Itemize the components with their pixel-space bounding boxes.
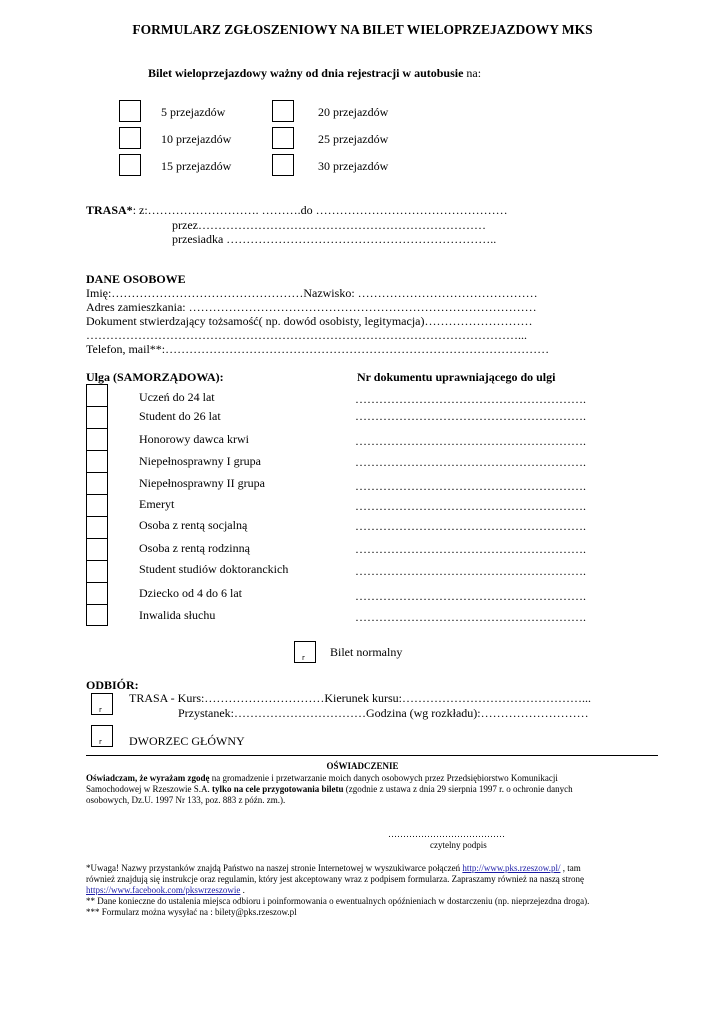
id-document-field[interactable]: Dokument stwierdzający tożsamość( np. dowód osobisty, legitymacja)……………………… xyxy=(86,314,533,328)
rides-10-checkbox[interactable] xyxy=(119,127,141,149)
discount-doc-field[interactable]: …………………………………………………. xyxy=(355,434,586,448)
route-transfer[interactable]: przesiadka ………………………………………………………….. xyxy=(172,232,497,246)
discount-doc-field[interactable]: …………………………………………………. xyxy=(355,409,586,423)
normal-ticket-checkbox[interactable] xyxy=(294,641,316,663)
discount-checkbox[interactable] xyxy=(86,538,108,560)
pickup-heading: ODBIÓR: xyxy=(86,678,139,692)
validity-bold: Bilet wieloprzejazdowy ważny od dnia rejestracji w autobusie xyxy=(148,66,464,80)
rides-30-label: 30 przejazdów xyxy=(318,159,389,173)
route-line-from-to[interactable] xyxy=(86,203,508,217)
discount-doc-field[interactable]: …………………………………………………. xyxy=(355,455,586,469)
checkbox-mark-icon: r xyxy=(99,738,102,746)
validity-rest: na: xyxy=(463,66,482,80)
rides-5-label: 5 przejazdów xyxy=(161,105,226,119)
discount-doc-field[interactable]: …………………………………………………. xyxy=(355,542,586,556)
discount-label: Osoba z rentą socjalną xyxy=(139,518,248,532)
declaration-line-1 xyxy=(86,773,558,784)
validity-line xyxy=(148,66,481,80)
rides-10-label: 10 przejazdów xyxy=(161,132,232,146)
main-station-label: DWORZEC GŁÓWNY xyxy=(129,734,245,748)
discount-label: Dziecko od 4 do 6 lat xyxy=(139,586,242,600)
rides-15-label: 15 przejazdów xyxy=(161,159,232,173)
declaration-consent-bold: Oświadczam, że wyrażam zgodę xyxy=(86,773,210,783)
pks-website-link[interactable]: http://www.pks.rzeszow.pl/ xyxy=(462,863,561,873)
checkbox-mark-icon: r xyxy=(302,654,305,662)
discount-heading: Ulga (SAMORZĄDOWA): xyxy=(86,370,224,384)
personal-heading: DANE OSOBOWE xyxy=(86,272,186,286)
discount-label: Osoba z rentą rodzinną xyxy=(139,541,250,555)
rides-25-label: 25 przejazdów xyxy=(318,132,389,146)
discount-doc-heading: Nr dokumentu uprawniającego do ulgi xyxy=(357,370,556,384)
discount-label: Uczeń do 24 lat xyxy=(139,390,215,404)
discount-label: Niepełnosprawny I grupa xyxy=(139,454,261,468)
address-field[interactable]: Adres zamieszkania: …………………………………………………………………………… xyxy=(86,300,537,314)
discount-doc-field[interactable]: …………………………………………………. xyxy=(355,479,586,493)
pickup-route-checkbox[interactable] xyxy=(91,693,113,715)
facebook-link[interactable]: https://www.facebook.com/pkswrzeszowie xyxy=(86,885,241,895)
normal-ticket-label: Bilet normalny xyxy=(330,645,403,659)
route-label: TRASA* xyxy=(86,203,133,217)
note-3: *** Formularz można wysyłać na : bilety@pks.rzeszow.pl xyxy=(86,907,297,917)
declaration-line-2 xyxy=(86,784,573,795)
discount-doc-field[interactable]: …………………………………………………. xyxy=(355,610,586,624)
pickup-course-field[interactable]: TRASA - Kurs:…………………………Kierunek kursu:………………………………………... xyxy=(129,691,591,705)
discount-checkbox[interactable] xyxy=(86,428,108,450)
declaration-purpose-bold: tylko na cele przygotowania biletu xyxy=(211,784,344,794)
discount-checkbox[interactable] xyxy=(86,406,108,428)
rides-25-checkbox[interactable] xyxy=(272,127,294,149)
rides-20-label: 20 przejazdów xyxy=(318,105,389,119)
signature-field[interactable]: ………………………………… xyxy=(388,829,505,839)
note-text: *Uwaga! Nazwy przystanków znajdą Państwo na naszej stronie Internetowej w wyszukiwarce połączeń xyxy=(86,863,463,873)
rides-30-checkbox[interactable] xyxy=(272,154,294,176)
signature-label: czytelny podpis xyxy=(430,840,487,850)
route-from-to: : z:………………………. ……….do ………………………………………… xyxy=(132,203,508,217)
discount-doc-field[interactable]: …………………………………………………. xyxy=(355,589,586,603)
discount-checkbox[interactable] xyxy=(86,604,108,626)
declaration-text: (zgodnie z ustawa z dnia 29 sierpnia 1997 r. o ochronie danych xyxy=(343,784,573,794)
note-text: . xyxy=(240,885,245,895)
rides-20-checkbox[interactable] xyxy=(272,100,294,122)
form-title: FORMULARZ ZGŁOSZENIOWY NA BILET WIELOPRZEJAZDOWY MKS xyxy=(132,22,593,37)
discount-label: Inwalida słuchu xyxy=(139,608,216,622)
discount-checkbox[interactable] xyxy=(86,450,108,472)
id-document-field-continued[interactable]: ………………………………………………………………………………………………... xyxy=(86,328,527,342)
discount-label: Honorowy dawca krwi xyxy=(139,432,249,446)
phone-mail-field[interactable]: Telefon, mail**:…………………………………………………………………………………… xyxy=(86,342,550,356)
discount-checkbox[interactable] xyxy=(86,516,108,538)
declaration-text: Samochodowej w Rzeszowie S.A. xyxy=(86,784,212,794)
declaration-line-3: osobowych, Dz.U. 1997 Nr 133, poz. 883 z późn. zm.). xyxy=(86,795,286,805)
discount-doc-field[interactable]: …………………………………………………. xyxy=(355,392,586,406)
pickup-stop-field[interactable]: Przystanek:……………………………Godzina (wg rozkładu):……………………… xyxy=(178,706,589,720)
section-divider xyxy=(86,755,658,756)
discount-label: Student do 26 lat xyxy=(139,409,221,423)
note-1-link-line xyxy=(86,885,245,896)
discount-checkbox[interactable] xyxy=(86,494,108,516)
note-text: , tam xyxy=(560,863,581,873)
discount-checkbox[interactable] xyxy=(86,560,108,582)
discount-checkbox[interactable] xyxy=(86,582,108,604)
rides-5-checkbox[interactable] xyxy=(119,100,141,122)
rides-15-checkbox[interactable] xyxy=(119,154,141,176)
name-surname-field[interactable]: Imię:…………………………………………Nazwisko: ……………………………………… xyxy=(86,286,538,300)
discount-doc-field[interactable]: …………………………………………………. xyxy=(355,519,586,533)
discount-label: Student studiów doktoranckich xyxy=(139,562,289,576)
discount-doc-field[interactable]: …………………………………………………. xyxy=(355,564,586,578)
discount-label: Niepełnosprawny II grupa xyxy=(139,476,265,490)
discount-doc-field[interactable]: …………………………………………………. xyxy=(355,499,586,513)
route-via[interactable]: przez……………………………………………………………… xyxy=(172,218,486,232)
main-station-checkbox[interactable] xyxy=(91,725,113,747)
discount-checkbox[interactable] xyxy=(86,472,108,494)
note-1 xyxy=(86,863,581,874)
discount-checkbox[interactable] xyxy=(86,384,108,406)
note-1-continued: również znajdują się instrukcje oraz regulamin, który jest akceptowany wraz z podpisem formularza. Zapraszamy również na naszą stronę xyxy=(86,874,585,884)
declaration-heading: OŚWIADCZENIE xyxy=(326,761,399,771)
declaration-text: na gromadzenie i przetwarzanie moich danych osobowych przez Przedsiębiorstwo Komunikacji xyxy=(209,773,558,783)
discount-label: Emeryt xyxy=(139,497,175,511)
checkbox-mark-icon: r xyxy=(99,706,102,714)
note-2: ** Dane konieczne do ustalenia miejsca odbioru i poinformowania o ewentualnych opóźnieniach w dostarczeniu (np. nieprzejezdna droga). xyxy=(86,896,590,906)
